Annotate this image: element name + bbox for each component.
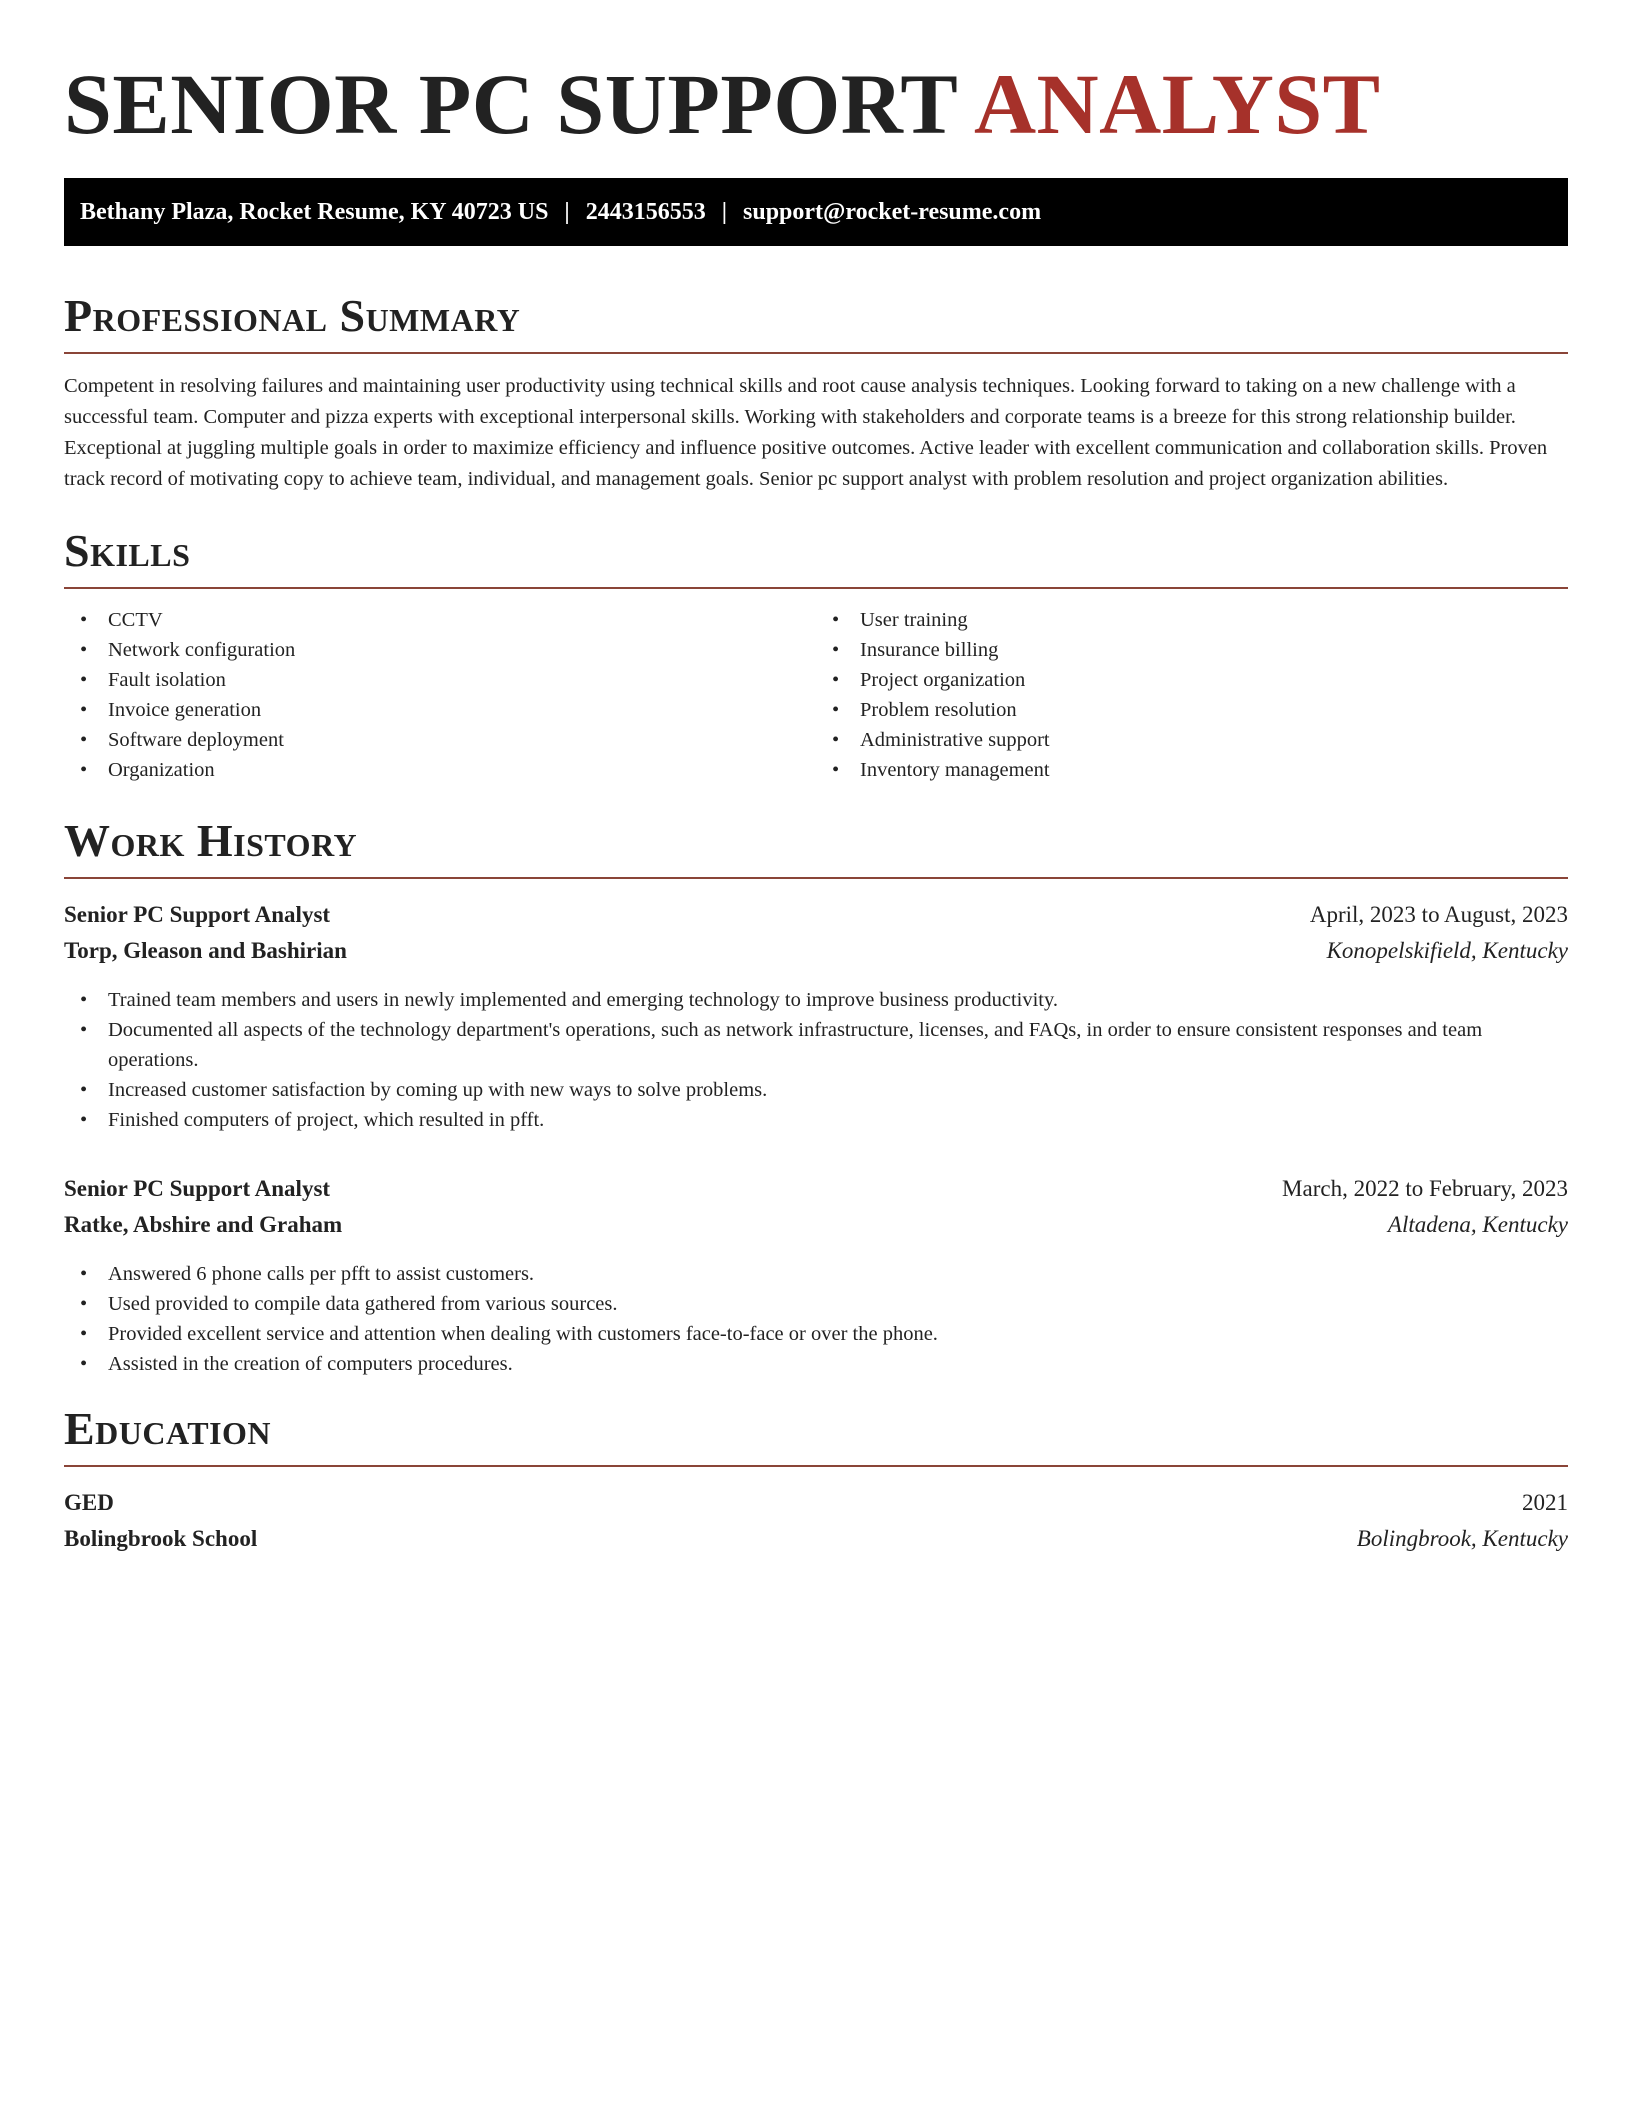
job-entry bbox=[64, 1171, 1568, 1379]
skill-item: • Software deployment bbox=[64, 725, 816, 755]
job-entry bbox=[64, 897, 1568, 1135]
contact-phone: 2443156553 bbox=[585, 198, 706, 225]
education-location: Bolingbrook, Kentucky bbox=[1356, 1526, 1568, 1551]
job-duty-item: • Provided excellent service and attention when dealing with customers face-to-face or over the phone. bbox=[64, 1319, 1568, 1349]
skill-item: • Problem resolution bbox=[816, 695, 1568, 725]
job-company: Torp, Gleason and Bashirian bbox=[64, 938, 347, 963]
job-duties bbox=[64, 985, 1568, 1135]
job-duty-item: • Documented all aspects of the technology department's operations, such as network infrastructure, licenses, and FAQs, in order to ensure consistent responses and team operations. bbox=[64, 1015, 1568, 1075]
resume-title bbox=[64, 0, 1568, 152]
contact-separator: | bbox=[564, 198, 570, 225]
education-heading: Education bbox=[64, 1403, 272, 1454]
contact-email: support@rocket-resume.com bbox=[743, 198, 1042, 225]
skill-item: • Administrative support bbox=[816, 725, 1568, 755]
job-header-row bbox=[64, 897, 1568, 933]
work-history-section bbox=[64, 815, 1568, 1379]
skills-column-right bbox=[816, 605, 1568, 785]
skill-item: • User training bbox=[816, 605, 1568, 635]
job-location: Altadena, Kentucky bbox=[1387, 1212, 1568, 1237]
summary-heading: Professional Summary bbox=[64, 290, 521, 341]
section-divider bbox=[64, 877, 1568, 879]
job-duty-item: • Assisted in the creation of computers procedures. bbox=[64, 1349, 1568, 1379]
job-dates: March, 2022 to February, 2023 bbox=[1282, 1176, 1568, 1201]
contact-separator: | bbox=[721, 198, 728, 225]
job-dates: April, 2023 to August, 2023 bbox=[1309, 902, 1568, 927]
education-school: Bolingbrook School bbox=[64, 1526, 258, 1551]
skill-item: • CCTV bbox=[64, 605, 816, 635]
skill-item: • Project organization bbox=[816, 665, 1568, 695]
job-title: Senior PC Support Analyst bbox=[64, 1176, 331, 1201]
work-history-heading: Work History bbox=[64, 815, 358, 866]
summary-text: Competent in resolving failures and maintaining user productivity using technical skills and root cause analysis techniques. Looking forward to taking on a new challenge with a successful team. Computer and pizza experts with exceptional interpersonal skills. Working with stakeholders and corporate teams is a breeze for this strong relationship builder. Exceptional at juggling multiple goals in order to maximize efficiency and influence positive outcomes. Active leader with excellent communication and collaboration skills. Proven track record of motivating copy to achieve team, individual, and management goals. Senior pc support analyst with problem resolution and project organization abilities. bbox=[64, 375, 1548, 490]
title-last: ANALYST bbox=[973, 56, 1381, 152]
contact-bar bbox=[64, 178, 1568, 246]
job-company-row bbox=[64, 1207, 1568, 1243]
job-duties bbox=[64, 1259, 1568, 1379]
skills-heading: Skills bbox=[64, 525, 191, 576]
job-duty-item: • Answered 6 phone calls per pfft to assist customers. bbox=[64, 1259, 1568, 1289]
education-section bbox=[64, 1403, 1568, 1557]
job-location: Konopelskifield, Kentucky bbox=[1326, 938, 1568, 963]
skills-section bbox=[64, 525, 1568, 785]
skill-item: • Fault isolation bbox=[64, 665, 816, 695]
job-duty-item: • Trained team members and users in newly implemented and emerging technology to improve business productivity. bbox=[64, 985, 1568, 1015]
education-year: 2021 bbox=[1522, 1490, 1568, 1515]
job-title: Senior PC Support Analyst bbox=[64, 902, 331, 927]
contact-address: Bethany Plaza, Rocket Resume, KY 40723 US bbox=[80, 198, 549, 225]
education-degree: GED bbox=[64, 1490, 114, 1515]
education-degree-row bbox=[64, 1485, 1568, 1521]
skill-item: • Organization bbox=[64, 755, 816, 785]
summary-section bbox=[64, 290, 1568, 495]
job-duty-item: • Increased customer satisfaction by coming up with new ways to solve problems. bbox=[64, 1075, 1568, 1105]
skills-grid bbox=[64, 605, 1568, 785]
section-divider bbox=[64, 1465, 1568, 1467]
job-company: Ratke, Abshire and Graham bbox=[64, 1212, 343, 1237]
section-divider bbox=[64, 587, 1568, 589]
title-first: SENIOR PC SUPPORT bbox=[64, 56, 957, 152]
skills-column-left bbox=[64, 605, 816, 785]
education-entry bbox=[64, 1485, 1568, 1557]
skill-item: • Network configuration bbox=[64, 635, 816, 665]
education-school-row bbox=[64, 1521, 1568, 1557]
skill-item: • Invoice generation bbox=[64, 695, 816, 725]
skill-item: • Inventory management bbox=[816, 755, 1568, 785]
skill-item: • Insurance billing bbox=[816, 635, 1568, 665]
job-duty-item: • Finished computers of project, which resulted in pfft. bbox=[64, 1105, 1568, 1135]
job-company-row bbox=[64, 933, 1568, 969]
job-duty-item: • Used provided to compile data gathered from various sources. bbox=[64, 1289, 1568, 1319]
section-divider bbox=[64, 352, 1568, 354]
job-header-row bbox=[64, 1171, 1568, 1207]
